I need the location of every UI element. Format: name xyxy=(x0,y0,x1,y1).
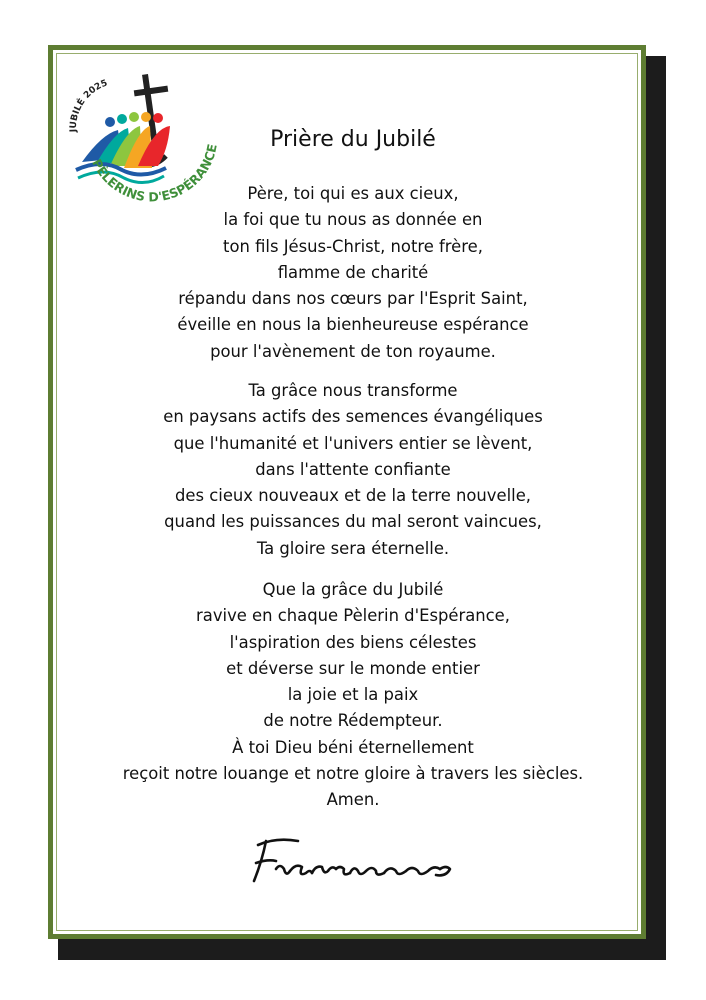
verse-line: ton fils Jésus-Christ, notre frère, xyxy=(223,236,483,256)
stanza-3 xyxy=(0,577,706,814)
verse-line: pour l'avènement de ton royaume. xyxy=(210,341,496,361)
verse-line: la foi que tu nous as donnée en xyxy=(223,210,483,230)
page-title xyxy=(0,127,706,152)
verse-line: de notre Rédempteur. xyxy=(263,711,443,731)
verse-line: À toi Dieu béni éternellement xyxy=(232,737,474,757)
stanza-2 xyxy=(0,378,706,562)
verse-line: des cieux nouveaux et de la terre nouvelle, xyxy=(175,486,531,506)
verse-line: éveille en nous la bienheureuse espérance xyxy=(177,315,529,335)
verse-line: Ta gloire sera éternelle. xyxy=(256,538,450,558)
verse-line: Ta grâce nous transforme xyxy=(248,381,458,400)
verse-line: la joie et la paix xyxy=(287,685,419,705)
verse-line: ravive en chaque Pèlerin d'Espérance, xyxy=(196,606,510,626)
verse-line: en paysans actifs des semences évangéliques xyxy=(163,407,543,427)
verse-line: Père, toi qui es aux cieux, xyxy=(247,184,459,203)
verse-line: reçoit notre louange et notre gloire à travers les siècles. xyxy=(122,764,584,784)
signature xyxy=(236,825,476,895)
title-text: Prière du Jubilé xyxy=(270,127,436,152)
verse-line: quand les puissances du mal seront vaincues, xyxy=(164,512,542,532)
verse-line: l'aspiration des biens célestes xyxy=(229,632,477,652)
verse-line: dans l'attente confiante xyxy=(255,459,451,479)
logo-arc-text: JUBILÉ 2025 xyxy=(68,78,110,133)
verse-line: Amen. xyxy=(326,790,380,810)
verse-line: que l'humanité et l'univers entier se lèvent, xyxy=(173,433,533,453)
verse-line: et déverse sur le monde entier xyxy=(226,658,480,678)
stanza-1 xyxy=(0,181,706,365)
verse-line: Que la grâce du Jubilé xyxy=(262,580,444,599)
logo-bottom-text: PÈLERINS D'ESPÉRANCE xyxy=(89,142,220,205)
verse-line: répandu dans nos cœurs par l'Esprit Saint, xyxy=(178,289,528,309)
verse-line: flamme de charité xyxy=(277,262,429,282)
